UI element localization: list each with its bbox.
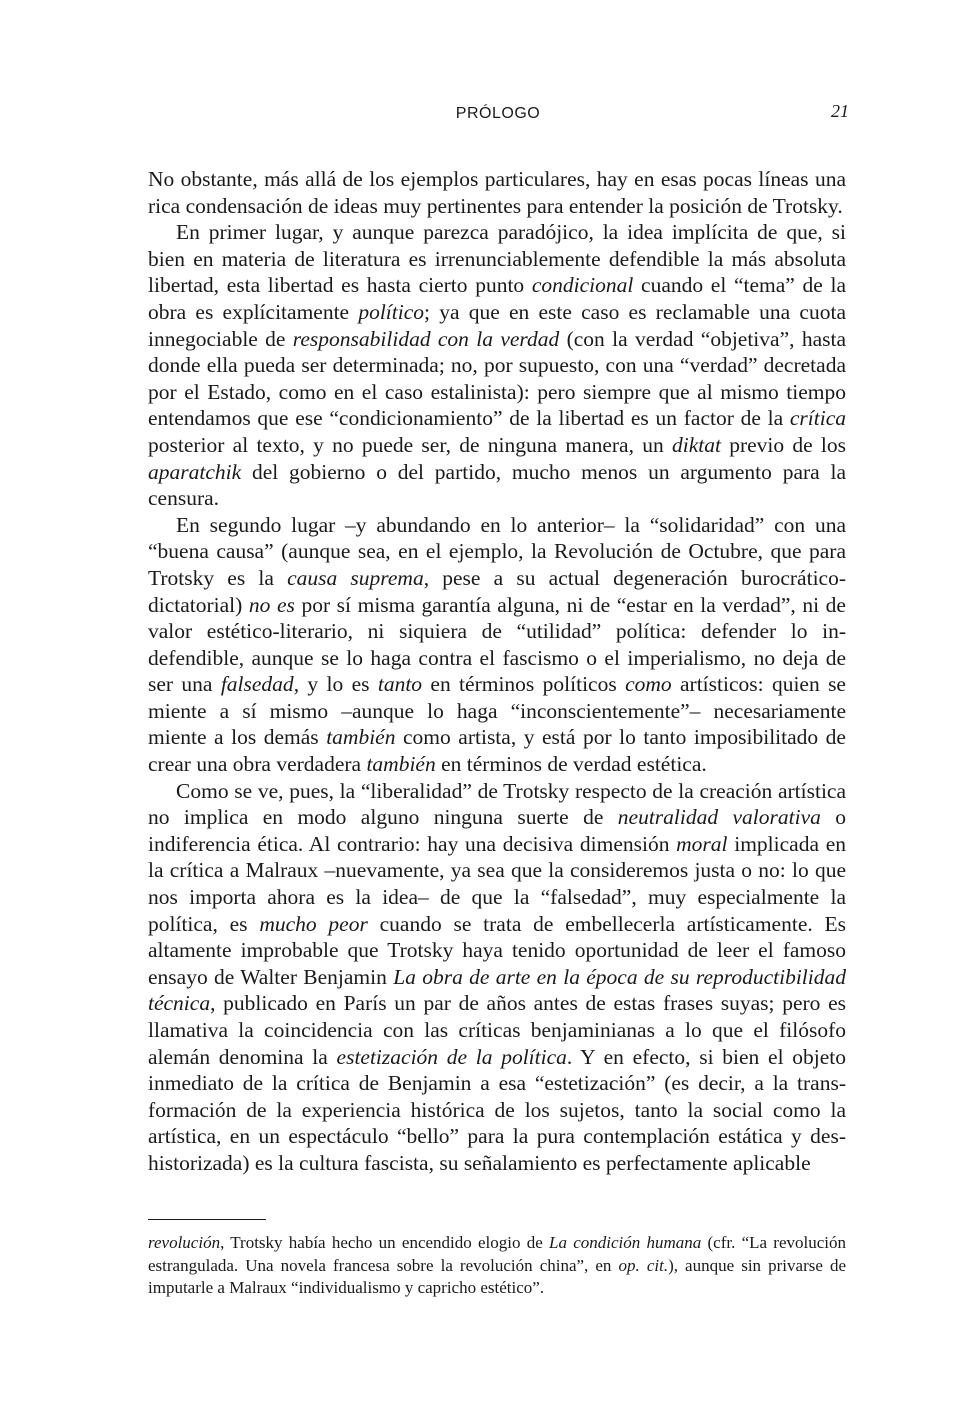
italic-run: no es <box>248 592 295 617</box>
paragraph-1 <box>148 166 846 219</box>
italic-run: falsedad <box>220 672 294 697</box>
italic-run: La obra de arte en la época de su reproductibilidad técnica <box>148 964 847 1016</box>
paragraph-2 <box>148 219 846 512</box>
italic-run: revolución <box>148 1233 221 1252</box>
text-run: No obstante, más allá de los ejemplos particulares, hay en esas pocas líneas una rica condensación de ideas muy pertinentes para entender la posición de Trotsky. <box>148 167 846 218</box>
text-run: ), aunque sin privarse de imputarle a Malraux “individualismo y capricho estético”. <box>148 1255 847 1297</box>
text-run: Como se ve, pues, la “liberalidad” de Trotsky respecto de la creación artística no implica en modo alguno ninguna suerte de <box>148 778 846 830</box>
text-run: , y lo es <box>293 672 378 697</box>
text-run: , Trotsky había hecho un encendido elogio de <box>220 1233 550 1252</box>
italic-run: mucho peor <box>259 911 368 936</box>
text-run: en términos políticos <box>422 672 626 697</box>
text-run: En segundo lugar –y abundando en lo anterior– la “solidaridad” con una “buena causa” (aunque sea, en el ejemplo, la Revolución de Octubre, que para Trotsky es la <box>148 512 846 590</box>
body-text <box>148 166 846 1177</box>
italic-run: político <box>358 299 425 324</box>
italic-run: condicional <box>531 273 634 298</box>
text-run: del gobierno o del partido, mucho menos un argumento para la censura. <box>148 459 846 511</box>
paragraph-3 <box>148 512 846 778</box>
text-run: implicada en la crítica a Malraux –nuevamente, ya sea que la consideremos justa o no: lo que nos importa ahora es la idea– de que la “falsedad”, muy especialmente la política, es <box>148 831 846 936</box>
text-run: (cfr. “La revolución estrangulada. Una novela francesa sobre la revolución china”, en <box>148 1233 846 1275</box>
italic-run: neutralidad valorativa <box>617 805 821 830</box>
text-run: por sí misma garantía alguna, ni de “estar en la verdad”, ni de valor estético-literario, ni siquiera de “utilidad” política: defender lo indefendible, aunque se lo haga contra el fascismo o el imperialismo, no deja de ser una <box>148 592 846 697</box>
italic-run: responsabilidad con la verdad <box>292 326 560 351</box>
italic-run: estetización de la política <box>336 1044 567 1069</box>
italic-run: también <box>366 752 436 777</box>
text-run: previo de los <box>720 432 847 457</box>
italic-run: causa suprema <box>287 565 424 590</box>
text-run: como artista, y está por lo tanto imposibilitado de crear una obra verdadera <box>148 725 846 777</box>
text-run: , publicado en París un par de años antes de estas frases suyas; pero es llamativa la coincidencia con las críticas benjaminianas a lo que el filósofo alemán denomina la <box>148 991 846 1069</box>
paragraph-4 <box>148 778 846 1177</box>
text-run: ; ya que en este caso es reclamable una cuota innegociable de <box>148 299 846 351</box>
text-run: cuando se trata de embellecerla artísticamente. Es altamente improbable que Trotsky haya tenido oportunidad de leer el famoso ensayo de Walter Benjamin <box>148 911 847 989</box>
text-run: o indiferencia ética. Al contrario: hay una decisiva dimensión <box>148 805 847 856</box>
italic-run: moral <box>676 831 728 856</box>
italic-run: también <box>326 725 396 750</box>
footnote-text <box>148 1232 846 1300</box>
italic-run: aparatchik <box>148 459 242 484</box>
text-run: posterior al texto, y no puede ser, de ninguna manera, un <box>148 432 672 457</box>
italic-run: crítica <box>789 406 846 431</box>
text-run: cuando el “tema” de la obra es explícitamente <box>148 273 846 324</box>
text-run: en términos de verdad estética. <box>435 752 707 777</box>
italic-run: tanto <box>377 672 423 697</box>
italic-run: La condición humana <box>549 1233 702 1252</box>
italic-run: como <box>625 672 672 697</box>
footnote <box>148 1232 846 1300</box>
italic-run: op. cit. <box>618 1255 669 1275</box>
footnote-divider <box>148 1219 266 1220</box>
text-run: (con la verdad “objetiva”, hasta donde ella pueda ser determinada; no, por supuesto, con una “verdad” decretada por el Estado, como en el caso estalinista): pero siempre que al mismo tiempo entendamos que ese “condicionamiento” de la libertad es un factor de la <box>148 326 846 431</box>
page-number: 21 <box>831 101 849 121</box>
text-run: En primer lugar, y aunque parezca paradójico, la idea implícita de que, si bien en materia de literatura es irrenunciablemente defendible la más absoluta libertad, esta libertad es hasta cierto punto <box>148 220 846 298</box>
text-run: . Y en efecto, si bien el objeto inmediato de la crítica de Benjamin a esa “estetización” (es decir, a la transformación de la experiencia histórica de los sujetos, tanto la social como la artística, en un espectáculo “bello” para la pura contemplación estática y deshistorizada) es la cultura fascista, su señalamiento es perfectamente aplicable <box>148 1044 846 1175</box>
text-run: , pese a su actual degeneración burocrático-dictatorial) <box>148 565 846 617</box>
running-head: PRÓLOGO <box>455 105 541 122</box>
text-run: artísticos: quien se miente a sí mismo –aunque lo haga “inconscientemente”– necesariamente miente a los demás <box>148 672 846 750</box>
italic-run: diktat <box>671 432 721 457</box>
